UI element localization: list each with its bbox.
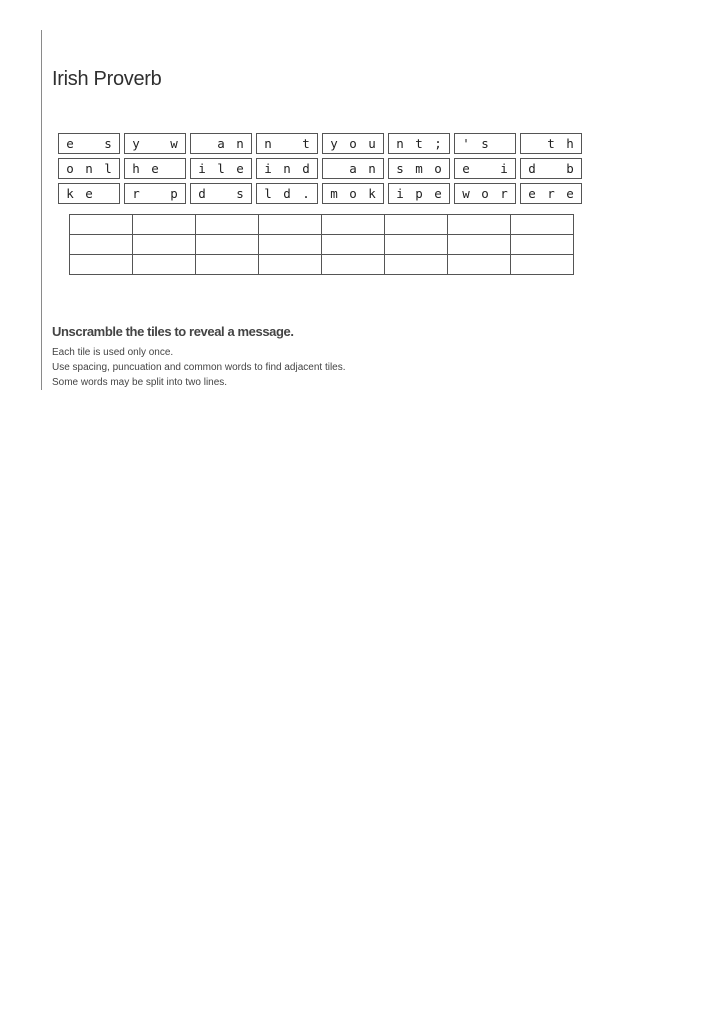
- tile-char: k: [368, 186, 376, 201]
- answer-cell[interactable]: [196, 235, 259, 255]
- answer-cell[interactable]: [259, 255, 322, 275]
- tile-char: e: [434, 186, 442, 201]
- answer-cell[interactable]: [448, 235, 511, 255]
- tile-char: .: [302, 186, 310, 201]
- tile-char: s: [481, 136, 489, 151]
- tile-char: a: [349, 161, 357, 176]
- tile-row: [58, 133, 582, 154]
- tile-char: l: [104, 161, 112, 176]
- letter-tile[interactable]: [190, 183, 252, 204]
- tile-char: i: [396, 186, 404, 201]
- tile-char: r: [132, 186, 140, 201]
- answer-cell[interactable]: [385, 215, 448, 235]
- tile-char: n: [236, 136, 244, 151]
- answer-cell[interactable]: [133, 215, 196, 235]
- tile-char: e: [66, 136, 74, 151]
- letter-tile[interactable]: [256, 183, 318, 204]
- tile-char: e: [151, 161, 159, 176]
- letter-tile[interactable]: [190, 158, 252, 179]
- letter-tile[interactable]: [256, 158, 318, 179]
- tile-char: u: [368, 136, 376, 151]
- tile-char: r: [500, 186, 508, 201]
- tile-char: p: [170, 186, 178, 201]
- scrambled-tiles-grid: [58, 133, 582, 208]
- tile-char: t: [302, 136, 310, 151]
- answer-cell[interactable]: [133, 235, 196, 255]
- tile-char: i: [198, 161, 206, 176]
- page-title: Irish Proverb: [52, 68, 162, 90]
- answer-cell[interactable]: [196, 215, 259, 235]
- letter-tile[interactable]: [388, 183, 450, 204]
- tile-row: [58, 158, 582, 179]
- tile-char: b: [566, 161, 574, 176]
- letter-tile[interactable]: [322, 183, 384, 204]
- letter-tile[interactable]: [58, 158, 120, 179]
- tile-char: e: [528, 186, 536, 201]
- tile-char: s: [104, 136, 112, 151]
- instructions-heading: Unscramble the tiles to reveal a message.: [52, 324, 294, 339]
- answer-cell[interactable]: [448, 255, 511, 275]
- tile-char: a: [217, 136, 225, 151]
- tile-char: e: [236, 161, 244, 176]
- margin-rule: [41, 30, 42, 390]
- answer-cell[interactable]: [511, 255, 574, 275]
- letter-tile[interactable]: [256, 133, 318, 154]
- letter-tile[interactable]: [58, 133, 120, 154]
- tile-char: o: [481, 186, 489, 201]
- tile-char: h: [566, 136, 574, 151]
- answer-cell[interactable]: [385, 235, 448, 255]
- letter-tile[interactable]: [322, 158, 384, 179]
- letter-tile[interactable]: [388, 158, 450, 179]
- instruction-line: Use spacing, puncuation and common words to find adjacent tiles.: [52, 362, 346, 373]
- tile-char: m: [415, 161, 423, 176]
- answer-cell[interactable]: [322, 235, 385, 255]
- tile-char: d: [198, 186, 206, 201]
- tile-char: o: [434, 161, 442, 176]
- tile-char: h: [132, 161, 140, 176]
- answer-cell[interactable]: [70, 215, 133, 235]
- tile-char: s: [236, 186, 244, 201]
- tile-char: o: [349, 186, 357, 201]
- tile-char: y: [132, 136, 140, 151]
- letter-tile[interactable]: [520, 133, 582, 154]
- letter-tile[interactable]: [454, 133, 516, 154]
- tile-char: t: [415, 136, 423, 151]
- tile-char: i: [500, 161, 508, 176]
- tile-char: y: [330, 136, 338, 151]
- letter-tile[interactable]: [124, 158, 186, 179]
- answer-cell[interactable]: [133, 255, 196, 275]
- tile-char: ': [462, 136, 470, 151]
- tile-char: i: [264, 161, 272, 176]
- tile-char: m: [330, 186, 338, 201]
- answer-cell[interactable]: [322, 215, 385, 235]
- letter-tile[interactable]: [520, 183, 582, 204]
- tile-char: t: [547, 136, 555, 151]
- answer-cell[interactable]: [70, 235, 133, 255]
- answer-row: [70, 215, 574, 235]
- answer-cell[interactable]: [511, 215, 574, 235]
- tile-char: w: [170, 136, 178, 151]
- tile-char: d: [283, 186, 291, 201]
- letter-tile[interactable]: [454, 183, 516, 204]
- tile-char: w: [462, 186, 470, 201]
- answer-row: [70, 255, 574, 275]
- tile-char: n: [85, 161, 93, 176]
- answer-cell[interactable]: [448, 215, 511, 235]
- tile-char: e: [566, 186, 574, 201]
- answer-row: [70, 235, 574, 255]
- instruction-line: Each tile is used only once.: [52, 347, 174, 358]
- answer-cell[interactable]: [259, 215, 322, 235]
- letter-tile[interactable]: [124, 133, 186, 154]
- letter-tile[interactable]: [190, 133, 252, 154]
- answer-cell[interactable]: [70, 255, 133, 275]
- answer-cell[interactable]: [511, 235, 574, 255]
- tile-char: r: [547, 186, 555, 201]
- tile-char: d: [528, 161, 536, 176]
- tile-char: l: [264, 186, 272, 201]
- answer-cell[interactable]: [259, 235, 322, 255]
- tile-char: s: [396, 161, 404, 176]
- instruction-line: Some words may be split into two lines.: [52, 377, 228, 388]
- tile-char: l: [217, 161, 225, 176]
- tile-char: e: [462, 161, 470, 176]
- letter-tile[interactable]: [58, 183, 120, 204]
- answer-cell[interactable]: [385, 255, 448, 275]
- letter-tile[interactable]: [388, 133, 450, 154]
- letter-tile[interactable]: [322, 133, 384, 154]
- tile-char: e: [85, 186, 93, 201]
- answer-grid: [69, 214, 574, 275]
- tile-char: d: [302, 161, 310, 176]
- tile-char: k: [66, 186, 74, 201]
- answer-cell[interactable]: [196, 255, 259, 275]
- tile-char: p: [415, 186, 423, 201]
- answer-cell[interactable]: [322, 255, 385, 275]
- tile-char: o: [66, 161, 74, 176]
- letter-tile[interactable]: [520, 158, 582, 179]
- tile-char: o: [349, 136, 357, 151]
- letter-tile[interactable]: [124, 183, 186, 204]
- tile-char: n: [283, 161, 291, 176]
- tile-char: n: [264, 136, 272, 151]
- letter-tile[interactable]: [454, 158, 516, 179]
- tile-char: ;: [434, 136, 442, 151]
- tile-char: n: [396, 136, 404, 151]
- tile-row: [58, 183, 582, 204]
- tile-char: n: [368, 161, 376, 176]
